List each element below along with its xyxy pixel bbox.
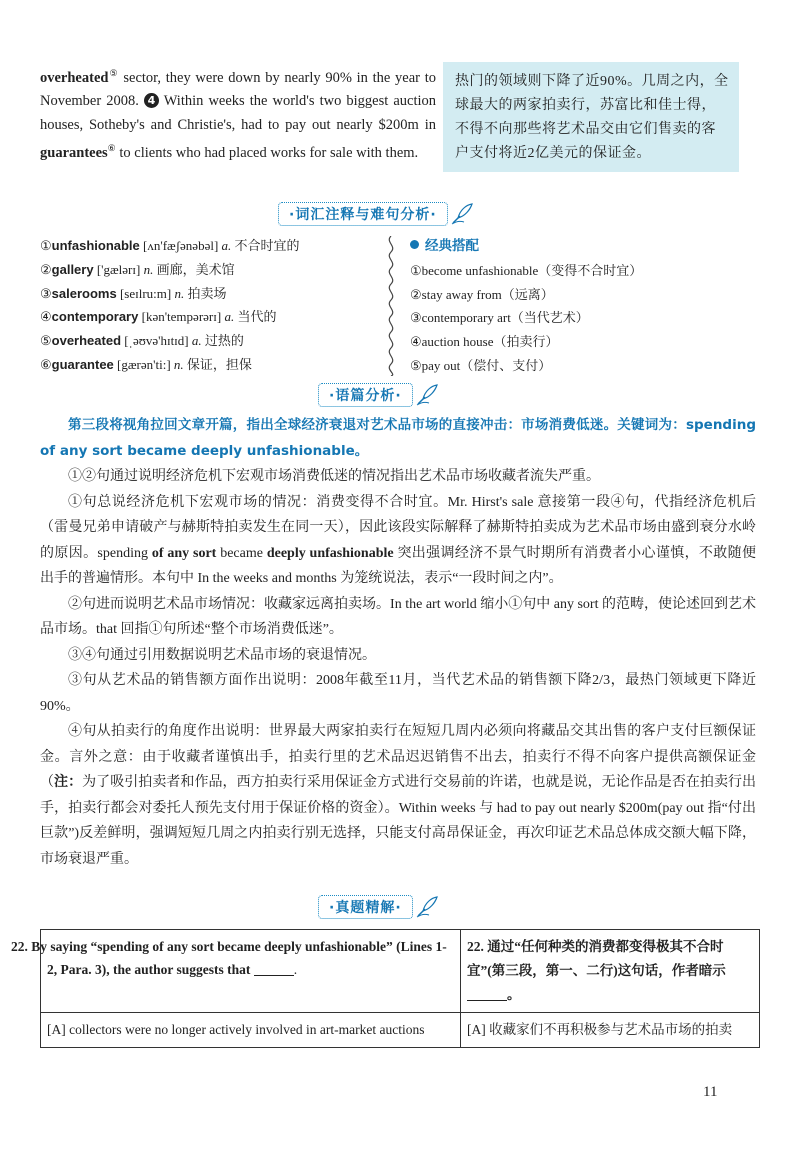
question-en: 22. By saying “spending of any sort became deeply unfashionable” (Lines 1-2, Para. 3), the author suggests that .: [41, 930, 461, 1013]
quill-icon: [415, 383, 439, 407]
term-guarantees: guarantees: [40, 145, 108, 162]
analysis-lead: 第三段将视角拉回文章开篇，指出全球经济衰退对艺术品市场的直接冲击：市场消费低迷。关键词为：spending of any sort became deeply unfashionable。: [40, 417, 756, 459]
exam-section-banner: [318, 894, 439, 920]
question-zh: 22. 通过“任何种类的消费都变得极其不合时宜”(第三段，第一、二行)这句话，作者暗示。: [461, 930, 760, 1013]
analysis-paragraph: ①②句通过说明经济危机下宏观市场消费低迷的情况指出艺术品市场收藏者流失严重。: [68, 469, 600, 484]
footnote-marker-6: ⑥: [107, 143, 116, 154]
collocation-item: ②stay away from（远离）: [410, 286, 554, 302]
analysis-section-title: ·语篇分析·: [318, 383, 413, 407]
vocab-list: [40, 234, 385, 377]
vocab-item: ④contemporary [kən'tempərərɪ] a. 当代的: [40, 309, 277, 325]
collocation-item: ⑤pay out（偿付、支付）: [410, 357, 552, 373]
collocation-title-row: [410, 234, 750, 259]
question-row: [41, 930, 760, 1013]
collocation-item: ①become unfashionable（变得不合时宜）: [410, 262, 643, 278]
quill-icon: [415, 895, 439, 919]
vocab-section-banner: [278, 201, 474, 227]
passage-text-1: sector, they were down by nearly 90% in the year to November 2008.: [40, 69, 436, 110]
option-row: [41, 1013, 760, 1048]
footnote-marker-5: ⑤: [108, 68, 119, 78]
vocab-item: ②gallery ['gælərɪ] n. 画廊，美术馆: [40, 261, 235, 277]
collocation-title: 经典搭配: [425, 238, 479, 254]
answer-blank: [254, 961, 294, 976]
vocab-item: ⑤overheated [ˌəʊvə'hɪtɪd] a. 过热的: [40, 333, 244, 349]
passage-text-2: Within weeks the world's two biggest auction houses, Sotheby's and Christie's, had to pay out nearly $200m in: [40, 93, 437, 133]
collocation-list: [410, 234, 750, 378]
analysis-paragraph: ①句总说经济危机下宏观市场的情况：消费变得不合时宜。Mr. Hirst's sale 意接第一段④句，代指经济危机后（雷曼兄弟申请破产与赫斯特拍卖发生在同一天），因此该段实际解释了赫斯特拍卖成为艺术品市场由盛到衰分水岭的原因。spending of any sort became deeply unfashionable 突出强调经济不景气时期所有消费者小心谨慎，不敢随便出手的普遍情形。本句中 In the weeks and months 为笼统说法，表示“一段时间之内”。: [40, 494, 756, 586]
quill-icon: [450, 202, 474, 226]
passage-text-3: to clients who had placed works for sale with them.: [115, 145, 419, 162]
analysis-paragraph: ③④句通过引用数据说明艺术品市场的衰退情况。: [68, 647, 376, 663]
term-overheated: overheated: [40, 69, 109, 86]
exam-section-title: ·真题精解·: [318, 895, 413, 919]
vocab-item: ③salerooms [seɪlru:m] n. 拍卖场: [40, 285, 227, 301]
option-a-en: [A] collectors were no longer actively involved in art-market auctions: [41, 1013, 461, 1048]
analysis-section-banner: [318, 382, 439, 408]
bullet-dot-icon: [410, 240, 419, 249]
top-english-passage: [40, 62, 436, 166]
analysis-paragraph: ④句从拍卖行的角度作出说明：世界最大两家拍卖行在短短几周内必须向将藏品交其出售的客户支付巨额保证金。言外之意：由于收藏者谨慎出手，拍卖行里的艺术品迟迟销售不出去，拍卖行不得不向客户提供高额保证金（注：为了吸引拍卖者和作品，西方拍卖行采用保证金方式进行交易前的许诺，也就是说，无论作品是否在拍卖行出手，拍卖行都会对委托人预先支付用于保证价格的资金）。Within weeks 与 had to pay out nearly $200m(pay out 指“付出巨款”)反差鲜明，强调短短几周之内拍卖行别无选择，只能支付高昂保证金，再次印证艺术品总体成交额大幅下降，市场衰退严重。: [40, 724, 757, 867]
collocation-item: ④auction house（拍卖行）: [410, 334, 559, 350]
sentence-number-badge: 4: [144, 93, 159, 108]
collocation-item: ③contemporary art（当代艺术）: [410, 310, 589, 326]
question-table: [11, 929, 760, 1048]
vocab-section-title: ·词汇注释与难句分析·: [278, 202, 448, 226]
spiral-divider-icon: [383, 236, 399, 376]
vocab-item: ⑥guarantee [gærən'ti:] n. 保证，担保: [40, 356, 252, 372]
analysis-paragraph: ③句从艺术品的销售额方面作出说明：2008年截至11月，当代艺术品的销售额下降2/3，最热门领域更下降近90%。: [40, 673, 756, 714]
vocab-item: ①unfashionable [ʌn'fæʃənəbəl] a. 不合时宜的: [40, 238, 300, 253]
page-number: 11: [703, 1084, 718, 1100]
translation-box: 热门的领域则下降了近90%。几周之内，全球最大的两家拍卖行，苏富比和佳士得，不得不向那些将艺术品交由它们售卖的客户支付将近2亿美元的保证金。: [443, 62, 739, 172]
analysis-body: [40, 413, 756, 872]
option-a-zh: [A] 收藏家们不再积极参与艺术品市场的拍卖: [461, 1013, 760, 1048]
analysis-paragraph: ②句进而说明艺术品市场情况：收藏家远离拍卖场。In the art world 缩小①句中 any sort 的范畴，使论述回到艺术品市场。that 回指①句所述“整个市场消费低迷”。: [40, 596, 756, 637]
answer-blank: [467, 986, 507, 1001]
